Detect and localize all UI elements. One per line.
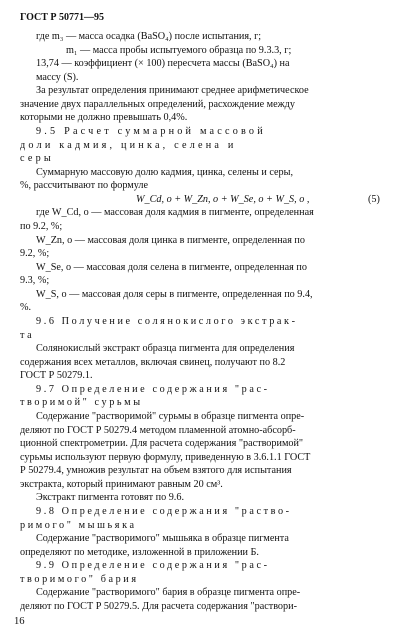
section-heading: доли кадмия, цинка, селена и xyxy=(20,139,237,151)
text-line: значение двух параллельных определений, расхождение между xyxy=(20,98,295,110)
formula-number: (5) xyxy=(368,193,380,205)
text-line: деляют по ГОСТ Р 50279.4 методом пламенной атомно-абсорб- xyxy=(20,424,296,436)
text-line: Экстракт пигмента готовят по 9.6. xyxy=(36,492,184,504)
formula: W_Cd, о + W_Zn, о + W_Se, о + W_S, о , xyxy=(136,193,310,205)
text-line: W_Se, о — массовая доля селена в пигменте, определенная по xyxy=(36,261,307,273)
text-line: %, рассчитывают по формуле xyxy=(20,180,149,192)
text-line: Содержание "растворимого" бария в образце пигмента опре- xyxy=(36,587,301,599)
text-line: %. xyxy=(20,302,32,314)
text-line: За результат определения принимают среднее арифметическое xyxy=(36,85,309,97)
page-number: 16 xyxy=(14,616,25,627)
section-heading: творимого" бария xyxy=(20,573,139,585)
section-heading: 9.8 Определение содержания "раство- xyxy=(36,506,292,517)
section-heading: римого" мышьяка xyxy=(20,519,137,531)
text-line: 9.3, %; xyxy=(20,275,50,287)
text-line: ГОСТ Р 50279.1. xyxy=(20,370,93,382)
text-line: Содержание "растворимого" мышьяка в образце пигмента xyxy=(36,533,289,545)
text-line: сурьмы используют первую формулу, приведенную в 3.6.1.1 ГОСТ xyxy=(20,451,311,463)
text-line: деляют по ГОСТ Р 50279.5. Для расчета содержания "раствори- xyxy=(20,601,297,612)
text-line: m₁ — масса пробы испытуемого образца по 9.3.3, г; xyxy=(66,44,292,56)
section-heading: творимой" сурьмы xyxy=(20,397,143,409)
text-line: экстракта, который принимают равным 20 см³. xyxy=(20,478,223,490)
text-line: Содержание "растворимой" сурьмы в образце пигмента опре- xyxy=(36,411,305,422)
section-heading: та xyxy=(20,329,35,341)
text-line: Р 50279.4, умножив результат на объем взятого для испытания xyxy=(20,465,292,477)
section-heading: 9.5 Расчет суммарной массовой xyxy=(36,126,266,137)
text-line: содержания всех металлов, включая свинец, получают по 8.2 xyxy=(20,356,286,368)
text-line: ционной спектрометрии. Для расчета содержания "растворимой" xyxy=(20,438,304,450)
text-line: W_Zn, о — массовая доля цинка в пигменте, определенная по xyxy=(36,234,305,246)
text-line: по 9.2, %; xyxy=(20,221,63,232)
text-line: где m₃ — масса осадка (BaSO₄) после испытания, г; xyxy=(36,31,262,42)
text-line: W_S, о — массовая доля серы в пигменте, определенная по 9.4, xyxy=(36,288,313,300)
section-heading: 9.6 Получение солянокислого экстрак- xyxy=(36,316,298,327)
text-line: 9.2, %; xyxy=(20,248,50,260)
text-line: Суммарную массовую долю кадмия, цинка, селены и серы, xyxy=(36,166,293,178)
section-heading: серы xyxy=(20,153,54,165)
text-line: где W_Cd, о — массовая доля кадмия в пигменте, определенная xyxy=(36,207,314,219)
page-header: ГОСТ Р 50771—95 xyxy=(20,12,105,23)
text-line: которыми не должно превышать 0,4%. xyxy=(20,112,188,124)
section-heading: 9.9 Определение содержания "рас- xyxy=(36,560,270,572)
section-heading: 9.7 Определение содержания "рас- xyxy=(36,383,270,395)
text-line: массу (S). xyxy=(36,71,79,83)
text-line: 13,74 — коэффициент (× 100) пересчета массы (BaSO₄) на xyxy=(36,58,290,70)
text-line: Солянокислый экстракт образца пигмента для определения xyxy=(36,343,295,355)
text-line: определяют по методике, изложенной в приложении Б. xyxy=(20,546,259,558)
